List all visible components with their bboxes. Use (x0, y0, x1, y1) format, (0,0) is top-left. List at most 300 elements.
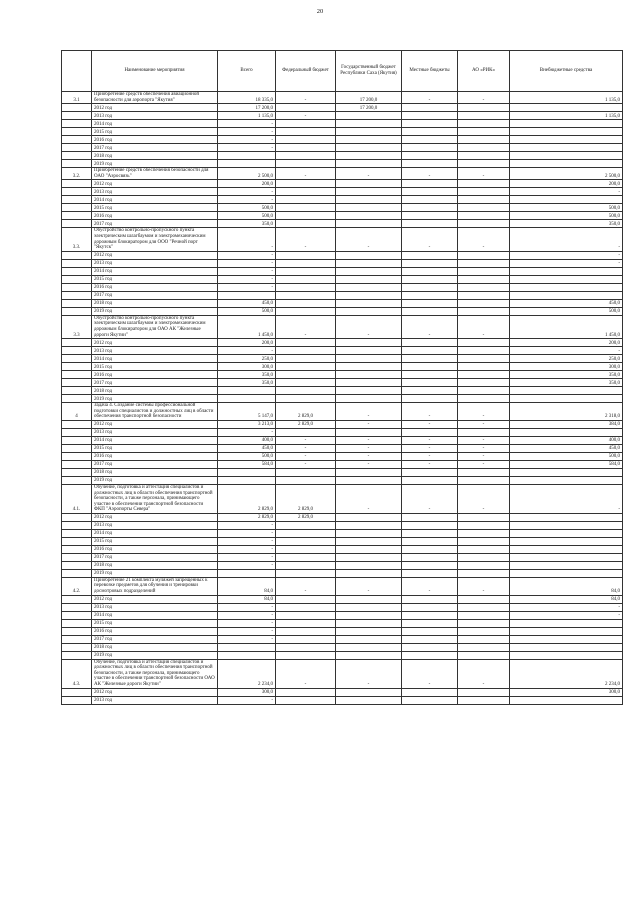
value-cell (276, 283, 336, 291)
value-cell (458, 267, 510, 275)
page-number: 20 (316, 8, 324, 15)
value-cell (336, 651, 402, 659)
value-cell: 300,0 (218, 363, 276, 371)
value-cell: 200,0 (510, 339, 623, 347)
value-cell: 500,0 (510, 307, 623, 315)
value-cell (276, 180, 336, 188)
value-cell: 250,0 (218, 355, 276, 363)
value-cell: 2 234,0 (510, 659, 623, 688)
value-cell: - (276, 444, 336, 452)
value-cell (510, 275, 623, 283)
empty-cell (62, 104, 92, 112)
value-cell (276, 379, 336, 387)
measure-name: Приобретение средств обеспечения авиационной безопасности для аэропорта "Якутия" (92, 92, 218, 104)
value-cell: - (458, 403, 510, 421)
value-cell (510, 651, 623, 659)
value-cell (336, 275, 402, 283)
empty-cell (62, 339, 92, 347)
value-cell (336, 339, 402, 347)
value-cell (276, 251, 336, 259)
year-row (62, 452, 623, 460)
value-cell (402, 395, 458, 403)
value-cell: 384,0 (510, 420, 623, 428)
value-cell (276, 476, 336, 484)
year-label: 2014 год (92, 436, 218, 444)
value-cell: 1 135,0 (510, 112, 623, 120)
value-cell: - (402, 460, 458, 468)
value-cell (276, 387, 336, 395)
value-cell: - (336, 403, 402, 421)
value-cell (458, 120, 510, 128)
value-cell (402, 283, 458, 291)
year-row (62, 627, 623, 635)
year-row (62, 291, 623, 299)
value-cell (510, 152, 623, 160)
value-cell (276, 104, 336, 112)
value-cell: 450,0 (510, 444, 623, 452)
empty-cell (62, 545, 92, 553)
value-cell (510, 144, 623, 152)
year-row (62, 104, 623, 112)
value-cell (510, 627, 623, 635)
header-cell: Местные бюджеты (402, 51, 458, 92)
value-cell (402, 104, 458, 112)
measure-number: 4.2. (62, 577, 92, 595)
empty-cell (62, 112, 92, 120)
value-cell: - (510, 347, 623, 355)
empty-cell (62, 387, 92, 395)
value-cell (276, 204, 336, 212)
value-cell: - (336, 659, 402, 688)
empty-cell (62, 468, 92, 476)
value-cell (458, 468, 510, 476)
value-cell (402, 651, 458, 659)
year-label: 2016 год (92, 452, 218, 460)
value-cell: 3 213,0 (218, 420, 276, 428)
year-label: 2016 год (92, 627, 218, 635)
value-cell: 350,0 (218, 220, 276, 228)
measure-row (62, 92, 623, 104)
value-cell (276, 595, 336, 603)
value-cell (336, 220, 402, 228)
value-cell (336, 112, 402, 120)
year-label: 2012 год (92, 688, 218, 696)
year-label: 2014 год (92, 267, 218, 275)
year-label: 2017 год (92, 553, 218, 561)
value-cell: - (276, 92, 336, 104)
value-cell: 500,0 (218, 452, 276, 460)
year-label: 2019 год (92, 651, 218, 659)
value-cell (402, 529, 458, 537)
value-cell: - (458, 577, 510, 595)
value-cell: 17 200,0 (336, 92, 402, 104)
value-cell (458, 251, 510, 259)
empty-cell (62, 651, 92, 659)
measure-row (62, 577, 623, 595)
value-cell (458, 144, 510, 152)
value-cell (458, 196, 510, 204)
value-cell (218, 291, 276, 299)
measure-name: Задача 4. Создание системы профессиональной подготовки специалистов и должностных лиц в области обеспечения транспортной безопасности (92, 403, 218, 421)
value-cell (510, 635, 623, 643)
value-cell: - (336, 444, 402, 452)
value-cell: - (218, 619, 276, 627)
value-cell (458, 307, 510, 315)
value-cell (276, 267, 336, 275)
value-cell: - (276, 112, 336, 120)
year-label: 2013 год (92, 603, 218, 611)
empty-cell (62, 379, 92, 387)
value-cell (276, 220, 336, 228)
value-cell (336, 696, 402, 704)
value-cell: - (218, 553, 276, 561)
value-cell: - (510, 251, 623, 259)
value-cell (276, 371, 336, 379)
value-cell (402, 120, 458, 128)
value-cell (336, 152, 402, 160)
measure-name: Обустройство контрольно-пропускного пункта электрическим шлагбаумом и электромеханическим дорожным блокиратором для ОАО АК "Железные дороги Якутии" (92, 315, 218, 338)
value-cell (458, 160, 510, 168)
value-cell: 200,0 (218, 339, 276, 347)
value-cell: 2 318,0 (510, 403, 623, 421)
year-row (62, 387, 623, 395)
value-cell: 2 234,0 (218, 659, 276, 688)
value-cell (336, 291, 402, 299)
value-cell (402, 339, 458, 347)
value-cell (510, 395, 623, 403)
value-cell (276, 152, 336, 160)
year-label: 2014 год (92, 120, 218, 128)
value-cell (336, 379, 402, 387)
value-cell: 2 829,0 (218, 484, 276, 513)
value-cell: 450,0 (218, 444, 276, 452)
value-cell: - (510, 228, 623, 251)
value-cell (402, 688, 458, 696)
value-cell (510, 696, 623, 704)
value-cell (276, 537, 336, 545)
value-cell (336, 395, 402, 403)
value-cell: 500,0 (510, 452, 623, 460)
value-cell (458, 283, 510, 291)
value-cell (458, 513, 510, 521)
year-row (62, 651, 623, 659)
value-cell: - (458, 315, 510, 338)
value-cell (402, 521, 458, 529)
value-cell (276, 188, 336, 196)
value-cell: 584,0 (218, 460, 276, 468)
year-row (62, 144, 623, 152)
value-cell (336, 204, 402, 212)
value-cell: - (276, 315, 336, 338)
value-cell (276, 569, 336, 577)
year-row (62, 371, 623, 379)
year-row (62, 204, 623, 212)
value-cell: - (402, 484, 458, 513)
value-cell (402, 204, 458, 212)
value-cell (458, 553, 510, 561)
value-cell (276, 212, 336, 220)
value-cell: 84,0 (218, 577, 276, 595)
value-cell: 450,0 (218, 299, 276, 307)
value-cell: 2 829,0 (276, 420, 336, 428)
value-cell (510, 120, 623, 128)
year-row (62, 436, 623, 444)
value-cell (458, 136, 510, 144)
value-cell (402, 196, 458, 204)
year-row (62, 569, 623, 577)
value-cell (336, 259, 402, 267)
value-cell (276, 307, 336, 315)
year-row (62, 611, 623, 619)
value-cell (402, 136, 458, 144)
empty-cell (62, 513, 92, 521)
empty-cell (62, 355, 92, 363)
year-row (62, 251, 623, 259)
value-cell (510, 513, 623, 521)
value-cell: 2 500,0 (510, 168, 623, 180)
value-cell (402, 112, 458, 120)
value-cell (458, 104, 510, 112)
value-cell (458, 387, 510, 395)
value-cell: 500,0 (218, 307, 276, 315)
value-cell: - (336, 484, 402, 513)
value-cell: - (402, 228, 458, 251)
year-row (62, 188, 623, 196)
value-cell: - (510, 188, 623, 196)
year-label: 2013 год (92, 521, 218, 529)
value-cell: 500,0 (510, 212, 623, 220)
year-row (62, 347, 623, 355)
year-label: 2012 год (92, 104, 218, 112)
value-cell (276, 160, 336, 168)
year-row (62, 160, 623, 168)
value-cell: - (402, 420, 458, 428)
value-cell (510, 428, 623, 436)
year-row (62, 420, 623, 428)
value-cell (458, 299, 510, 307)
value-cell (336, 688, 402, 696)
value-cell (402, 619, 458, 627)
value-cell (510, 521, 623, 529)
value-cell (458, 643, 510, 651)
year-label: 2016 год (92, 371, 218, 379)
empty-cell (62, 444, 92, 452)
year-row (62, 595, 623, 603)
value-cell: 584,0 (510, 460, 623, 468)
empty-cell (62, 363, 92, 371)
value-cell (458, 152, 510, 160)
value-cell (458, 688, 510, 696)
value-cell: 300,0 (510, 363, 623, 371)
year-label: 2019 год (92, 569, 218, 577)
value-cell: - (218, 537, 276, 545)
value-cell (402, 363, 458, 371)
value-cell: 350,0 (510, 220, 623, 228)
value-cell (336, 188, 402, 196)
value-cell (458, 291, 510, 299)
value-cell (336, 529, 402, 537)
value-cell (510, 553, 623, 561)
empty-cell (62, 627, 92, 635)
measure-number: 4.3. (62, 659, 92, 688)
value-cell (458, 188, 510, 196)
value-cell: - (458, 92, 510, 104)
year-label: 2018 год (92, 152, 218, 160)
year-row (62, 619, 623, 627)
year-row (62, 275, 623, 283)
value-cell (458, 635, 510, 643)
header-cell: Внебюджетные средства (510, 51, 623, 92)
year-label: 2013 год (92, 696, 218, 704)
year-row (62, 379, 623, 387)
measure-name: Приобретение средств обеспечения безопасности для ОАО "Аэросвязь" (92, 168, 218, 180)
value-cell (510, 283, 623, 291)
value-cell: - (276, 228, 336, 251)
value-cell (276, 553, 336, 561)
value-cell: - (218, 521, 276, 529)
value-cell (276, 603, 336, 611)
value-cell (336, 635, 402, 643)
value-cell: - (336, 228, 402, 251)
value-cell: 2 500,0 (218, 168, 276, 180)
measure-name: Обустройство контрольно-пропускного пункта электрическим шлагбаумом и электромеханическим дорожным блокиратором для ООО "Речной порт "Якутск" (92, 228, 218, 251)
value-cell (510, 160, 623, 168)
empty-cell (62, 561, 92, 569)
year-label: 2017 год (92, 379, 218, 387)
value-cell: - (218, 428, 276, 436)
empty-cell (62, 307, 92, 315)
empty-cell (62, 420, 92, 428)
year-label: 2018 год (92, 561, 218, 569)
value-cell (458, 363, 510, 371)
value-cell (276, 635, 336, 643)
year-label: 2013 год (92, 112, 218, 120)
value-cell (276, 136, 336, 144)
value-cell (336, 251, 402, 259)
value-cell (510, 267, 623, 275)
value-cell: - (218, 347, 276, 355)
value-cell: - (218, 603, 276, 611)
empty-cell (62, 267, 92, 275)
value-cell: - (510, 484, 623, 513)
value-cell (218, 395, 276, 403)
value-cell (218, 643, 276, 651)
empty-cell (62, 259, 92, 267)
value-cell (276, 355, 336, 363)
header-cell: Наименование мероприятия (92, 51, 218, 92)
value-cell: - (276, 436, 336, 444)
value-cell (458, 204, 510, 212)
value-cell (218, 569, 276, 577)
value-cell: - (218, 228, 276, 251)
measure-name: Приобретение 21 комплекта муляжей запрещенных к перевозке предметов для обучения и тренировки досмотровых подразделений (92, 577, 218, 595)
value-cell (336, 363, 402, 371)
value-cell (336, 513, 402, 521)
value-cell (510, 537, 623, 545)
year-label: 2012 год (92, 513, 218, 521)
empty-cell (62, 291, 92, 299)
value-cell: - (510, 611, 623, 619)
value-cell (458, 180, 510, 188)
year-label: 2015 год (92, 619, 218, 627)
value-cell: - (458, 420, 510, 428)
value-cell: - (218, 251, 276, 259)
header-cell: Всего (218, 51, 276, 92)
value-cell: - (402, 444, 458, 452)
value-cell (458, 379, 510, 387)
value-cell: - (218, 120, 276, 128)
value-cell (402, 371, 458, 379)
value-cell: - (402, 436, 458, 444)
year-row (62, 696, 623, 704)
value-cell: 5 147,0 (218, 403, 276, 421)
year-label: 2014 год (92, 196, 218, 204)
value-cell (336, 120, 402, 128)
year-row (62, 460, 623, 468)
empty-cell (62, 299, 92, 307)
table-header-row (62, 51, 623, 92)
value-cell (336, 619, 402, 627)
value-cell (510, 619, 623, 627)
empty-cell (62, 635, 92, 643)
year-label: 2019 год (92, 395, 218, 403)
value-cell: 200,0 (510, 180, 623, 188)
value-cell (402, 611, 458, 619)
value-cell (402, 696, 458, 704)
value-cell: - (218, 529, 276, 537)
value-cell: - (218, 275, 276, 283)
value-cell (458, 395, 510, 403)
year-row (62, 603, 623, 611)
header-cell: АО «РИК» (458, 51, 510, 92)
value-cell (276, 259, 336, 267)
empty-cell (62, 275, 92, 283)
header-cell: Федеральный бюджет (276, 51, 336, 92)
empty-cell (62, 212, 92, 220)
year-row (62, 688, 623, 696)
value-cell (336, 387, 402, 395)
value-cell: - (276, 168, 336, 180)
value-cell: 1 450,0 (218, 315, 276, 338)
value-cell (336, 180, 402, 188)
header-cell: Государственный бюджет Республики Саха (Якутия) (336, 51, 402, 92)
measure-number: 4 (62, 403, 92, 421)
value-cell (458, 611, 510, 619)
value-cell (402, 553, 458, 561)
value-cell: - (218, 196, 276, 204)
value-cell (336, 128, 402, 136)
value-cell: 500,0 (218, 212, 276, 220)
value-cell: 350,0 (510, 379, 623, 387)
value-cell: 17 200,0 (336, 104, 402, 112)
measure-row (62, 659, 623, 688)
empty-cell (62, 476, 92, 484)
empty-cell (62, 136, 92, 144)
value-cell: - (510, 603, 623, 611)
measure-name: Обучение, подготовка и аттестация специалистов и должностных лиц в области обеспечения транспортной безопасности, а также персонала, принимающего участие в обеспечении транспортной безопасности ОАО АК "Железные дороги Якутии" (92, 659, 218, 688)
year-row (62, 339, 623, 347)
value-cell (510, 387, 623, 395)
measure-row (62, 228, 623, 251)
year-label: 2019 год (92, 476, 218, 484)
year-row (62, 529, 623, 537)
year-label: 2012 год (92, 180, 218, 188)
year-label: 2018 год (92, 468, 218, 476)
value-cell (458, 529, 510, 537)
empty-cell (62, 521, 92, 529)
year-row (62, 259, 623, 267)
empty-cell (62, 460, 92, 468)
